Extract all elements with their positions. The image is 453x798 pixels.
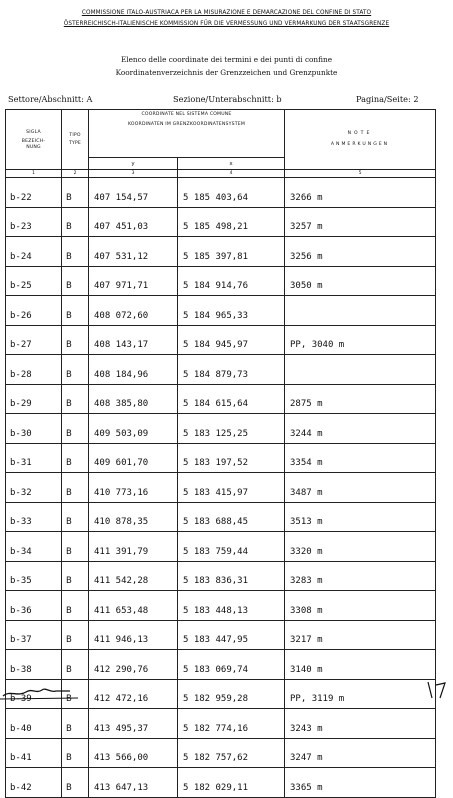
coordinate-y: 407 451,03 — [89, 207, 178, 237]
coordinate-y: 409 601,70 — [89, 443, 178, 473]
header-coordinates — [89, 110, 285, 158]
boundary-mark-id: b-38 — [6, 650, 62, 680]
header-bezeichnung-label: BEZEICH-NUNG — [21, 138, 46, 150]
document-subtitle-italian: Elenco delle coordinate dei termini e dei punti di confine — [120, 55, 333, 64]
table-row — [6, 738, 436, 768]
mark-type: B — [62, 266, 89, 296]
document-subtitle-german: Koordinatenverzeichnis der Grenzzeichen und Grenzpunkte — [115, 68, 338, 77]
boundary-mark-id: b-36 — [6, 591, 62, 621]
boundary-mark-id: b-42 — [6, 768, 62, 798]
boundary-mark-id: b-30 — [6, 414, 62, 444]
coordinate-y: 413 647,13 — [89, 768, 178, 798]
mark-type: B — [62, 679, 89, 709]
table-row — [6, 296, 436, 326]
note-cell: 3257 m — [285, 207, 436, 237]
mark-type: B — [62, 591, 89, 621]
boundary-mark-id: b-26 — [6, 296, 62, 326]
coordinate-y: 408 143,17 — [89, 325, 178, 355]
note-cell — [285, 296, 436, 326]
coordinate-y: 408 184,96 — [89, 355, 178, 385]
header-note — [285, 110, 436, 170]
note-cell: 3140 m — [285, 650, 436, 680]
boundary-mark-id: b-27 — [6, 325, 62, 355]
mark-type: B — [62, 355, 89, 385]
coordinate-x: 5 183 069,74 — [178, 650, 285, 680]
table-row — [6, 414, 436, 444]
mark-type: B — [62, 561, 89, 591]
header-sigla-label: SIGLA — [26, 129, 41, 135]
note-cell: 3320 m — [285, 532, 436, 562]
note-cell: 3217 m — [285, 620, 436, 650]
mark-type: B — [62, 296, 89, 326]
boundary-mark-id: b-25 — [6, 266, 62, 296]
mark-type: B — [62, 620, 89, 650]
boundary-mark-id: b-28 — [6, 355, 62, 385]
coordinate-y: 408 385,80 — [89, 384, 178, 414]
coordinate-y: 411 391,79 — [89, 532, 178, 562]
note-cell: 3365 m — [285, 768, 436, 798]
mark-type: B — [62, 443, 89, 473]
table-row — [6, 237, 436, 267]
coordinate-x: 5 184 945,97 — [178, 325, 285, 355]
coordinate-x: 5 183 759,44 — [178, 532, 285, 562]
header-x: x — [178, 158, 285, 170]
initials-mark — [425, 679, 451, 700]
coordinate-y: 413 566,00 — [89, 738, 178, 768]
table-row — [6, 473, 436, 503]
coordinate-x: 5 183 448,13 — [178, 591, 285, 621]
header-coordinates-italian: COORDINATE NEL SISTEMA COMUNE — [141, 112, 232, 117]
table-row — [6, 355, 436, 385]
coordinate-y: 412 472,16 — [89, 679, 178, 709]
boundary-mark-id: b-33 — [6, 502, 62, 532]
boundary-mark-id: b-22 — [6, 178, 62, 208]
boundary-mark-id: b-31 — [6, 443, 62, 473]
boundary-mark-id: b-39 — [6, 679, 62, 709]
coordinate-x: 5 182 959,28 — [178, 679, 285, 709]
note-cell — [285, 355, 436, 385]
coordinate-x: 5 185 498,21 — [178, 207, 285, 237]
mark-type: B — [62, 768, 89, 798]
table-row — [6, 325, 436, 355]
coordinate-x: 5 182 757,62 — [178, 738, 285, 768]
table-row — [6, 532, 436, 562]
boundary-mark-id: b-23 — [6, 207, 62, 237]
boundary-mark-id: b-41 — [6, 738, 62, 768]
coordinate-y: 409 503,09 — [89, 414, 178, 444]
header-note-label: NOTE — [347, 131, 373, 136]
table-row — [6, 650, 436, 680]
coordinate-x: 5 182 774,16 — [178, 709, 285, 739]
column-number-3: 3 — [89, 170, 178, 178]
table-row — [6, 561, 436, 591]
signature — [0, 681, 90, 700]
coordinate-y: 410 773,16 — [89, 473, 178, 503]
coordinate-y: 411 542,28 — [89, 561, 178, 591]
coordinate-y: 407 971,71 — [89, 266, 178, 296]
column-number-4: 4 — [178, 170, 285, 178]
note-cell: 3283 m — [285, 561, 436, 591]
coordinate-x: 5 183 836,31 — [178, 561, 285, 591]
table-row — [6, 502, 436, 532]
table-row — [6, 591, 436, 621]
coordinate-y: 412 290,76 — [89, 650, 178, 680]
header-tipo — [62, 110, 89, 170]
mark-type: B — [62, 532, 89, 562]
coordinate-x: 5 184 615,64 — [178, 384, 285, 414]
commission-title-german: ÖSTERREICHISCH-ITALIENISCHE KOMMISSION FÜR DIE VERMESSUNG UND VERMARKUNG DER STAATSGRENZE — [63, 19, 390, 27]
coordinate-x: 5 183 447,95 — [178, 620, 285, 650]
subsection-label: Sezione/Unterabschnitt: b — [173, 94, 282, 104]
note-cell: PP, 3119 m — [285, 679, 436, 709]
coordinate-y: 411 653,48 — [89, 591, 178, 621]
coordinate-y: 411 946,13 — [89, 620, 178, 650]
header-type-label: TYPE — [68, 140, 82, 146]
boundary-mark-id: b-40 — [6, 709, 62, 739]
header-sigla — [6, 110, 62, 170]
coordinate-x: 5 184 965,33 — [178, 296, 285, 326]
note-cell: 3266 m — [285, 178, 436, 208]
boundary-mark-id: b-32 — [6, 473, 62, 503]
table-row — [6, 768, 436, 798]
mark-type: B — [62, 709, 89, 739]
note-cell: 3243 m — [285, 709, 436, 739]
mark-type: B — [62, 384, 89, 414]
header-coordinates-german: KOORDINATEN IM GRENZKOORDINATENSYSTEM — [127, 122, 246, 127]
coordinate-x: 5 184 914,76 — [178, 266, 285, 296]
table-row — [6, 443, 436, 473]
header-tipo-label: TIPO — [69, 132, 81, 138]
note-cell: 3050 m — [285, 266, 436, 296]
sector-label: Settore/Abschnitt: A — [8, 94, 93, 104]
note-cell: 3244 m — [285, 414, 436, 444]
note-cell: 3247 m — [285, 738, 436, 768]
table-row — [6, 620, 436, 650]
note-cell: 3308 m — [285, 591, 436, 621]
note-cell: 3256 m — [285, 237, 436, 267]
coordinate-x: 5 185 397,81 — [178, 237, 285, 267]
commission-title-italian: COMMISSIONE ITALO-AUSTRIACA PER LA MISURAZIONE E DEMARCAZIONE DEL CONFINE DI STATO — [81, 8, 372, 16]
mark-type: B — [62, 502, 89, 532]
boundary-mark-id: b-29 — [6, 384, 62, 414]
note-cell: 2875 m — [285, 384, 436, 414]
coordinate-x: 5 185 403,64 — [178, 178, 285, 208]
note-cell: 3354 m — [285, 443, 436, 473]
boundary-mark-id: b-37 — [6, 620, 62, 650]
coordinate-y: 413 495,37 — [89, 709, 178, 739]
column-number-2: 2 — [62, 170, 89, 178]
table-row — [6, 384, 436, 414]
mark-type: B — [62, 178, 89, 208]
table-row — [6, 207, 436, 237]
note-cell: 3487 m — [285, 473, 436, 503]
note-cell: PP, 3040 m — [285, 325, 436, 355]
header-anmerkungen-label: ANMERKUNGEN — [330, 142, 390, 147]
coordinate-y: 407 154,57 — [89, 178, 178, 208]
boundary-mark-id: b-35 — [6, 561, 62, 591]
boundary-mark-id: b-24 — [6, 237, 62, 267]
mark-type: B — [62, 207, 89, 237]
coordinate-x: 5 183 125,25 — [178, 414, 285, 444]
coordinate-x: 5 183 688,45 — [178, 502, 285, 532]
coordinate-y: 410 878,35 — [89, 502, 178, 532]
mark-type: B — [62, 414, 89, 444]
column-number-5: 5 — [285, 170, 436, 178]
column-number-1: 1 — [6, 170, 62, 178]
mark-type: B — [62, 473, 89, 503]
boundary-mark-id: b-34 — [6, 532, 62, 562]
mark-type: B — [62, 738, 89, 768]
header-y: y — [89, 158, 178, 170]
coordinate-x: 5 184 879,73 — [178, 355, 285, 385]
page-number-label: Pagina/Seite: 2 — [356, 94, 419, 104]
table-row — [6, 709, 436, 739]
coordinate-x: 5 183 415,97 — [178, 473, 285, 503]
coordinate-y: 408 072,60 — [89, 296, 178, 326]
coordinate-y: 407 531,12 — [89, 237, 178, 267]
coordinate-x: 5 183 197,52 — [178, 443, 285, 473]
coordinate-x: 5 182 029,11 — [178, 768, 285, 798]
mark-type: B — [62, 650, 89, 680]
mark-type: B — [62, 237, 89, 267]
mark-type: B — [62, 325, 89, 355]
note-cell: 3513 m — [285, 502, 436, 532]
table-row — [6, 266, 436, 296]
table-row — [6, 178, 436, 208]
